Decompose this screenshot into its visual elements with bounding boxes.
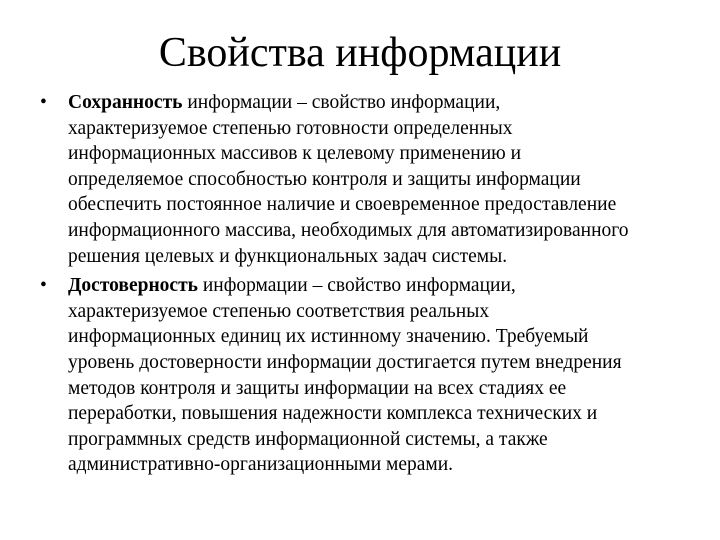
bullet-term: Достоверность — [68, 275, 198, 297]
slide-title: Свойства информации — [158, 30, 562, 76]
bullet-line: информационных массивов к целевому применению и — [68, 143, 522, 165]
bullet-line: решения целевых и функциональных задач системы. — [68, 245, 508, 267]
bullet-line: характеризуемое степенью готовности определенных — [68, 117, 513, 139]
bullet-line — [68, 90, 716, 116]
bullet-line: методов контроля и защиты информации на всех стадиях ее — [68, 377, 567, 399]
bullet-line: характеризуемое степенью соответствия реальных — [68, 300, 490, 322]
bullet-text: информации – свойство информации, — [182, 92, 501, 113]
bullet-line: обеспечить постоянное наличие и своевременное предоставление — [68, 194, 617, 216]
bullet-item-reliability — [0, 273, 720, 478]
bullet-line: информационных единиц их истинному значению. Требуемый — [68, 326, 589, 348]
bullet-item-preservation — [0, 90, 720, 269]
bullet-line: информационного массива, необходимых для автоматизированного — [68, 219, 629, 241]
bullet-line: переработки, повышения надежности комплекса технических и — [68, 403, 598, 425]
bullet-line: административно-организационными мерами. — [68, 454, 454, 476]
bullet-line — [68, 273, 716, 299]
bullet-line: программных средств информационной системы, а также — [68, 428, 548, 450]
bullet-line: определяемое способностью контроля и защиты информации — [68, 168, 581, 190]
bullet-list — [0, 90, 720, 482]
bullet-dot-icon: • — [40, 275, 47, 297]
bullet-term: Сохранность — [68, 92, 183, 113]
bullet-line: уровень достоверности информации достигается путем внедрения — [68, 351, 622, 373]
bullet-text: информации – свойство информации, — [197, 275, 516, 297]
bullet-dot-icon: • — [40, 92, 47, 113]
